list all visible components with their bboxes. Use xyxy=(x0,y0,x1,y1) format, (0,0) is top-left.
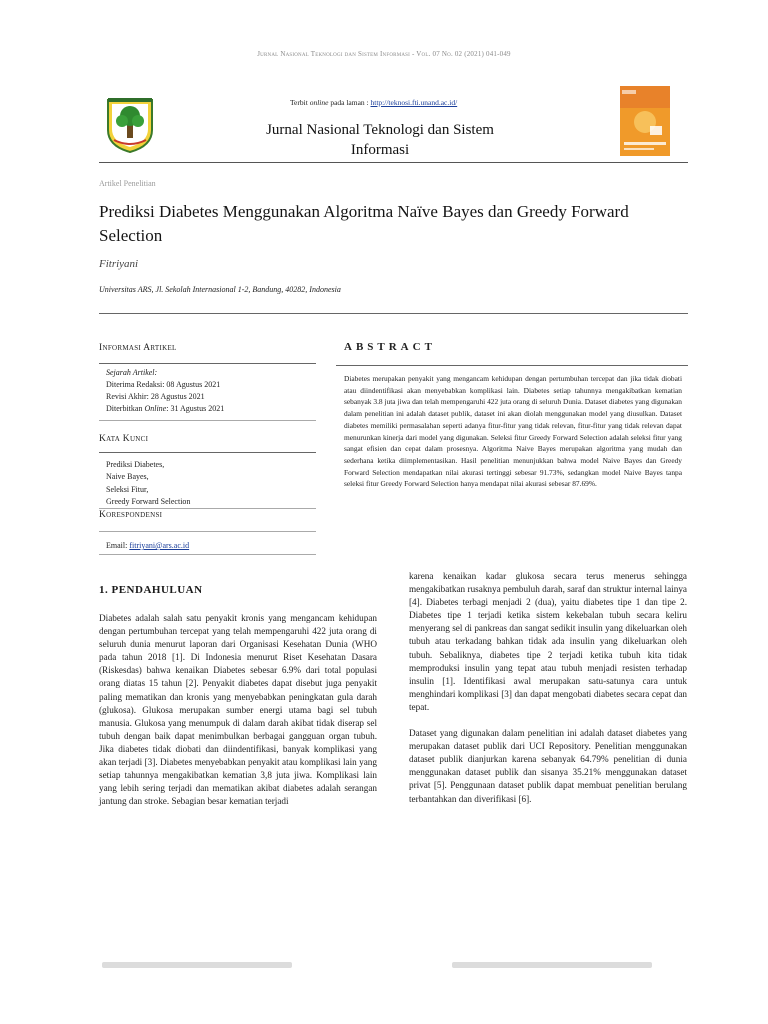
journal-url-link[interactable]: http://teknosi.fti.unand.ac.id/ xyxy=(370,98,458,107)
keywords-heading: Kata Kunci xyxy=(99,434,149,444)
received-date: Diterima Redaksi: 08 Agustus 2021 xyxy=(106,380,221,389)
university-emblem-icon xyxy=(104,96,156,154)
footer-illegible xyxy=(102,962,292,968)
section-heading: 1. PENDAHULUAN xyxy=(99,584,203,596)
online-url-line xyxy=(290,98,457,107)
history-label: Sejarah Artikel: xyxy=(106,368,158,377)
correspondence-heading: Korespondensi xyxy=(99,510,163,520)
revised-date: Revisi Akhir: 28 Agustus 2021 xyxy=(106,392,205,401)
online-prefix: Terbit xyxy=(290,98,310,107)
journal-cover-icon xyxy=(620,86,670,156)
keyword-item: Greedy Forward Selection xyxy=(106,497,191,506)
keyword-item: Naive Bayes, xyxy=(106,472,149,481)
body-column-left xyxy=(99,612,377,808)
email-link[interactable]: fitriyani@ars.ac.id xyxy=(129,541,190,550)
paper-title xyxy=(99,200,699,248)
author: Fitriyani xyxy=(99,258,139,270)
online-mid: pada laman : xyxy=(328,98,371,107)
published-date: Diterbitkan Online: 31 Agustus 2021 xyxy=(106,404,225,413)
keyword-item: Prediksi Diabetes, xyxy=(106,460,165,469)
info-rule xyxy=(99,363,316,364)
paper-title-line2: Selection xyxy=(99,226,163,245)
email-line: Email: fitriyani@ars.ac.id xyxy=(106,541,190,550)
journal-name-line2: Informasi xyxy=(350,142,410,158)
info-heading: Informasi Artikel xyxy=(99,343,177,353)
journal-name xyxy=(230,120,530,160)
body-paragraph: karena kenaikan kadar glukosa secara terus menerus sehingga mengakibatkan rusaknya pembuluh darah, saraf dan struktur internal lainya [4]. Diabetes terbagi menjadi 2 (dua), yaitu diabetes tipe 1 dan tipe 2. Diabetes tipe 1 terjadi ketika sistem kekebalan tubuh secara keliru menyerang sel di pankreas dan sangat sedikit insulin yang dikeluarkan oleh tubuh atau terkadang bahkan tidak ada insulin yang dikeluarkan oleh tubuh. Sebaliknya, diabetes tipe 2 terjadi ketika tubuh kita tidak memproduksi insulin yang tepat atau tubuh menjadi resisten terhadap insulin [1]. Identifikasi awal merupakan satu-satunya cara untuk menghindari komplikasi [3] dan dapat mengobati diabetes secara cepat dan tepat. xyxy=(409,571,687,712)
info-rule xyxy=(99,452,316,453)
running-head: Jurnal Nasional Teknologi dan Sistem Informasi - Vol. 07 No. 02 (2021) 041-049 xyxy=(257,50,511,58)
info-rule xyxy=(99,554,316,555)
abstract-heading: ABSTRACT xyxy=(344,341,436,353)
info-rule xyxy=(99,531,316,532)
article-info-box xyxy=(99,337,316,555)
footer-illegible xyxy=(452,962,652,968)
abstract-text: Diabetes merupakan penyakit yang mengancam kehidupan dengan pertumbuhan tercepat dan jika tidak diobati atau diindentifikasi akan menyebabkan komplikasi lain. Diabetes setiap tahunnya mengakibatkan kematian sebanyak 3.8 juta jiwa dan telah mempengaruhi 422 juta orang di seluruh Dunia. Dataset diabetes yang digunakan dalam penelitian ini adalah dataset publik, dataset ini akan diolah menggunakan model yang diusulkan. Dataset diabetes memiliki permasalahan seperti adanya fitur-fitur yang tidak relevan, fitur-fitur yang tidak relevan dapat menurunkan kinerja dari model yang digunakan. Seleksi fitur Greedy Forward Selection adalah seleksi fitur yang sangat efisien dan cepat dalam prosesnya. Algoritma Naive Bayes merupakan algoritma yang mudah dan sederhana ketika diimplementasikan. Hasil penelitian menunjukkan bahwa model Naive Bayes dan Greedy Forward Selection mendapatkan nilai akurasi tertinggi sebesar 91.73%, sedangkan model Naive Bayes tanpa seleksi fitur Greedy Forward Selection hanya mendapat nilai akurasi sebesar 87.69%. xyxy=(344,374,682,489)
keyword-item: Seleksi Fitur, xyxy=(106,485,149,494)
masthead-rule xyxy=(99,162,688,163)
article-type: Artikel Penelitian xyxy=(99,179,156,188)
online-italic: online xyxy=(309,98,329,107)
info-rule xyxy=(99,508,316,509)
body-paragraph: Diabetes adalah salah satu penyakit kronis yang mengancam kehidupan dengan pertumbuhan tercepat yang telah mempengaruhi 422 juta orang di seluruh dunia menurut laporan dari Organisasi Kesehatan Dunia (WHO pada tahun 2018 [1]. Di Indonesia menurut Riset Kesehatan Dasara (Riskesdas) bahwa kenaikan Diabetes sebesar 6.9% dari total populasi orang diatas 15 tahun [2]. Penyakit diabetes dapat disebut juga penyakit paling mematikan dan kronis yang menyebabkan peningkatan gula darah (glukosa). Glukosa merupakan sumber energi utama bagi sel tubuh manusia. Glukosa yang menumpuk di dalam darah akibat tidak diserap sel tubuh dengan baik dapat menimbulkan berbagai gangguan organ tubuh. Jika diabetes tidak diobati dan diindentifikasi, banyak komplikasi yang akan terjadi [3]. Diabetes menyebabkan penyakit atau komplikasi lain yang setiap tahunnya mengakibatkan kematian 3,8 juta jiwa. Komplikasi lain yang lebih sering terjadi dan mematikan akibat diabetes adalah serangan jantung dan stroke. Sebagian besar kematian terjadi xyxy=(99,613,377,807)
header-rule xyxy=(99,313,688,314)
abstract-rule xyxy=(336,365,688,366)
paper-title-line1: Prediksi Diabetes Menggunakan Algoritma Naïve Bayes dan Greedy Forward xyxy=(99,202,629,221)
body-paragraph: Dataset yang digunakan dalam penelitian ini adalah dataset diabetes yang merupakan dataset publik dari UCI Repository. Penelitian menggunakan dataset publik dianjurkan karena sebanyak 64.79% penelitian di dunia menggunakan dataset publik dan sisanya 35.21% menggunakan dataset privat [5]. Penggunaan dataset publik dapat membuat penelitian berulang terbantahkan dan diverifikasi [6]. xyxy=(409,728,687,804)
info-rule xyxy=(99,420,316,421)
journal-name-line1: Jurnal Nasional Teknologi dan Sistem xyxy=(266,122,494,138)
body-column-right xyxy=(409,570,687,806)
affiliation: Universitas ARS, Jl. Sekolah Internasional 1-2, Bandung, 40282, Indonesia xyxy=(99,285,341,294)
